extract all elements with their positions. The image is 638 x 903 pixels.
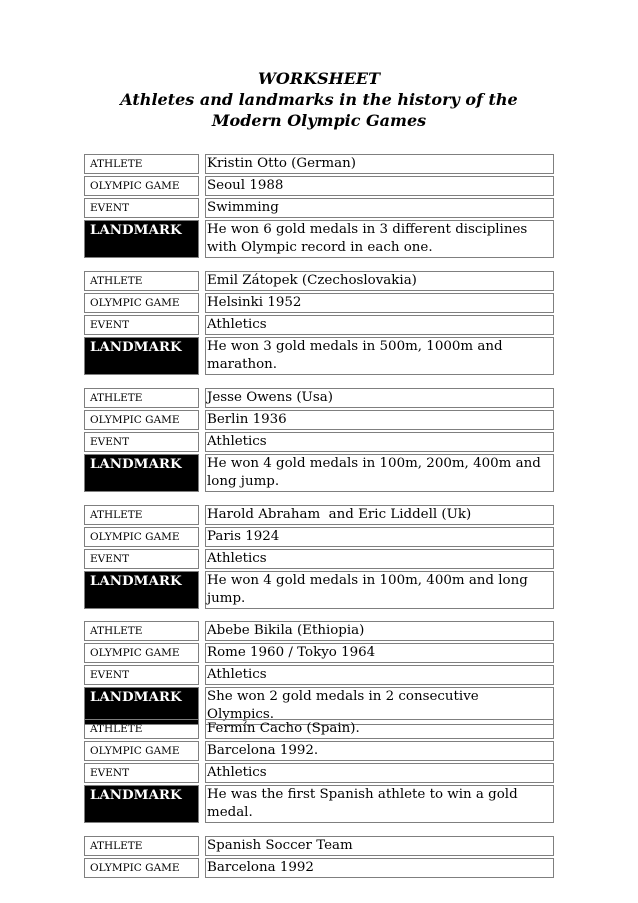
game-value: Rome 1960 / Tokyo 1964 bbox=[205, 643, 554, 663]
event-value: Athletics bbox=[205, 549, 554, 569]
landmark-value: He won 4 gold medals in 100m, 400m and long jump. bbox=[207, 573, 528, 606]
game-value: Barcelona 1992. bbox=[205, 741, 554, 761]
game-row bbox=[84, 410, 554, 430]
game-row bbox=[84, 527, 554, 547]
athlete-value: Kristin Otto (German) bbox=[205, 154, 554, 174]
athlete-row bbox=[84, 154, 554, 174]
event-value: Athletics bbox=[205, 665, 554, 685]
athlete-row bbox=[84, 271, 554, 291]
game-row bbox=[84, 643, 554, 663]
game-row bbox=[84, 293, 554, 313]
event-label: EVENT bbox=[84, 549, 199, 569]
event-label: EVENT bbox=[84, 198, 199, 218]
event-row bbox=[84, 549, 554, 569]
athlete-value: Abebe Bikila (Ethiopia) bbox=[205, 621, 554, 641]
game-label: OLYMPIC GAME bbox=[84, 293, 199, 313]
entry-block-3 bbox=[84, 386, 554, 494]
landmark-value: He was the first Spanish athlete to win a gold medal. bbox=[207, 787, 518, 820]
athlete-label: ATHLETE bbox=[84, 719, 199, 739]
athlete-label: ATHLETE bbox=[84, 621, 199, 641]
game-row bbox=[84, 176, 554, 196]
game-label: OLYMPIC GAME bbox=[84, 858, 199, 878]
landmark-row bbox=[84, 571, 554, 609]
landmark-label: LANDMARK bbox=[84, 785, 199, 823]
athlete-label: ATHLETE bbox=[84, 154, 199, 174]
event-label: EVENT bbox=[84, 432, 199, 452]
game-label: OLYMPIC GAME bbox=[84, 643, 199, 663]
landmark-row bbox=[84, 454, 554, 492]
athlete-row bbox=[84, 388, 554, 408]
entry-block-6 bbox=[84, 717, 554, 825]
game-value: Helsinki 1952 bbox=[205, 293, 554, 313]
landmark-row bbox=[84, 785, 554, 823]
game-label: OLYMPIC GAME bbox=[84, 176, 199, 196]
athlete-label: ATHLETE bbox=[84, 505, 199, 525]
event-row bbox=[84, 315, 554, 335]
event-row bbox=[84, 198, 554, 218]
game-label: OLYMPIC GAME bbox=[84, 410, 199, 430]
landmark-value: She won 2 gold medals in 2 consecutive Olympics. bbox=[207, 689, 479, 722]
event-row bbox=[84, 665, 554, 685]
event-value: Athletics bbox=[205, 315, 554, 335]
landmark-value: He won 6 gold medals in 3 different disciplines with Olympic record in each one. bbox=[207, 222, 528, 255]
entry-block-7 bbox=[84, 834, 554, 880]
athlete-row bbox=[84, 505, 554, 525]
athlete-value: Jesse Owens (Usa) bbox=[205, 388, 554, 408]
landmark-label: LANDMARK bbox=[84, 220, 199, 258]
landmark-label: LANDMARK bbox=[84, 571, 199, 609]
game-value: Berlin 1936 bbox=[205, 410, 554, 430]
athlete-row bbox=[84, 621, 554, 641]
athlete-value: Spanish Soccer Team bbox=[205, 836, 554, 856]
game-label: OLYMPIC GAME bbox=[84, 741, 199, 761]
athlete-value: Fermín Cacho (Spain). bbox=[205, 719, 554, 739]
athlete-row bbox=[84, 719, 554, 739]
landmark-row bbox=[84, 220, 554, 258]
event-row bbox=[84, 432, 554, 452]
landmark-value: He won 4 gold medals in 100m, 200m, 400m and long jump. bbox=[207, 456, 541, 489]
athlete-row bbox=[84, 836, 554, 856]
event-value: Swimming bbox=[205, 198, 554, 218]
game-value: Barcelona 1992 bbox=[205, 858, 554, 878]
athlete-value: Harold Abraham and Eric Liddell (Uk) bbox=[205, 505, 554, 525]
worksheet-title bbox=[0, 68, 638, 131]
entry-block-5 bbox=[84, 619, 554, 727]
game-row bbox=[84, 741, 554, 761]
landmark-row bbox=[84, 337, 554, 375]
event-label: EVENT bbox=[84, 315, 199, 335]
landmark-value: He won 3 gold medals in 500m, 1000m and marathon. bbox=[207, 339, 503, 372]
entry-block-4 bbox=[84, 503, 554, 611]
game-label: OLYMPIC GAME bbox=[84, 527, 199, 547]
landmark-label: LANDMARK bbox=[84, 454, 199, 492]
title-line-3: Modern Olympic Games bbox=[211, 111, 427, 130]
entry-block-2 bbox=[84, 269, 554, 377]
athlete-value: Emil Zátopek (Czechoslovakia) bbox=[205, 271, 554, 291]
title-line-2: Athletes and landmarks in the history of the bbox=[120, 90, 518, 109]
event-row bbox=[84, 763, 554, 783]
game-value: Paris 1924 bbox=[205, 527, 554, 547]
event-label: EVENT bbox=[84, 763, 199, 783]
landmark-label: LANDMARK bbox=[84, 337, 199, 375]
event-label: EVENT bbox=[84, 665, 199, 685]
game-value: Seoul 1988 bbox=[205, 176, 554, 196]
event-value: Athletics bbox=[205, 432, 554, 452]
landmark-label: LANDMARK bbox=[84, 687, 199, 725]
athlete-label: ATHLETE bbox=[84, 836, 199, 856]
athlete-label: ATHLETE bbox=[84, 388, 199, 408]
game-row bbox=[84, 858, 554, 878]
athlete-label: ATHLETE bbox=[84, 271, 199, 291]
title-line-1: WORKSHEET bbox=[257, 69, 381, 88]
event-value: Athletics bbox=[205, 763, 554, 783]
entry-block-1 bbox=[84, 152, 554, 260]
